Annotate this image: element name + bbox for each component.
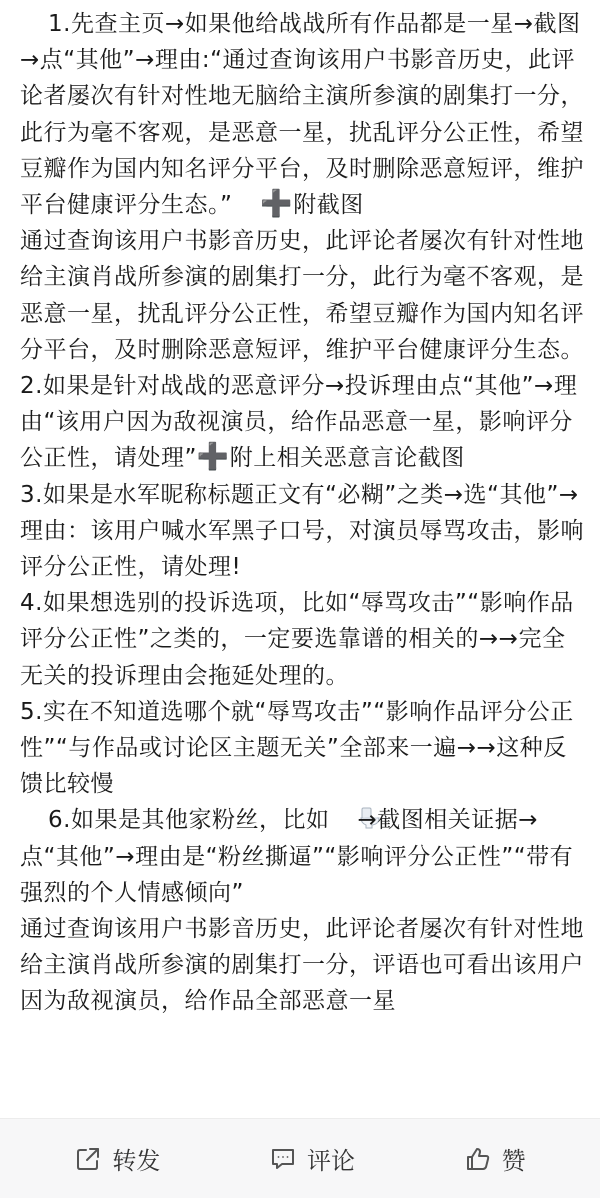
post-paragraph-1-tail: 附截图 (293, 192, 364, 219)
post-paragraph-3-tail: 附上相关恶意言论截图 (229, 445, 465, 472)
post-paragraph-7-after: →截图相关证据→点“其他”→理由是“粉丝撕逼”“影响评分公正性”“带有强烈的个人情感倾向” (20, 807, 574, 906)
post-paragraph-3-text: 2.如果是针对战战的恶意评分→投诉理由点“其他”→理由“该用户因为敌视演员，给作品恶意一星，影响评分公正性，请处理” (20, 373, 578, 472)
bottom-action-bar (0, 1118, 600, 1198)
heavy-plus-icon: ➕ (260, 189, 294, 220)
like-button[interactable] (446, 1133, 544, 1184)
heavy-plus-icon: ➕ (196, 442, 230, 473)
comment-icon (269, 1145, 297, 1173)
post-paragraph-2: 通过查询该用户书影音历史，此评论者屡次有针对性地给主演肖战所参演的剧集打一分，此行为毫不客观，是恶意一星，扰乱评分公正性，希望豆瓣作为国内知名评分平台，及时删除恶意短评，维护平台健康评分生态。 (20, 228, 584, 363)
comment-label: 评论 (306, 1147, 355, 1175)
post-paragraph-7-before: 6.如果是其他家粉丝，比如 (48, 807, 330, 834)
post-paragraph-1-text: 1.先查主页→如果他给战战所有作品都是一星→截图→点“其他”→理由:“通过查询该用户书影音历史，此评论者屡次有针对性地无脑给主演所参演的剧集打一分，此行为毫不客观，是恶意一星，扰乱评分公正性，希望豆瓣作为国内知名评分平台，及时删除恶意短评，维护平台健康评分生态。” (20, 11, 584, 219)
share-button[interactable] (56, 1133, 178, 1184)
toilet-emoji-icon (331, 805, 355, 829)
post-paragraph-1 (20, 6, 586, 223)
post-paragraph-8: 通过查询该用户书影音历史，此评论者屡次有针对性地给主演肖战所参演的剧集打一分，评语也可看出该用户因为敌视演员，给作品全部恶意一星 (20, 916, 584, 1015)
post-paragraph-7 (20, 802, 586, 911)
post-paragraph-3 (20, 368, 586, 477)
post-paragraph-4: 3.如果是水军昵称标题正文有“必糊”之类→选“其他”→理由：该用户喊水军黑子口号，对演员辱骂攻击，影响评分公正性，请处理! (20, 481, 584, 581)
post-paragraph-6: 5.实在不知道选哪个就“辱骂攻击”“影响作品评分公正性”“与作品或讨论区主题无关”全部来一遍→→这种反馈比较慢 (20, 698, 574, 798)
thumbs-up-icon (464, 1145, 492, 1173)
post-paragraph-5: 4.如果想选别的投诉选项，比如“辱骂攻击”“影响作品评分公正性”之类的，一定要选靠谱的相关的→→完全无关的投诉理由会拖延处理的。 (20, 590, 574, 689)
share-icon (74, 1145, 102, 1173)
comment-button[interactable] (251, 1133, 373, 1184)
share-label: 转发 (112, 1147, 161, 1175)
like-label: 赞 (501, 1147, 526, 1175)
